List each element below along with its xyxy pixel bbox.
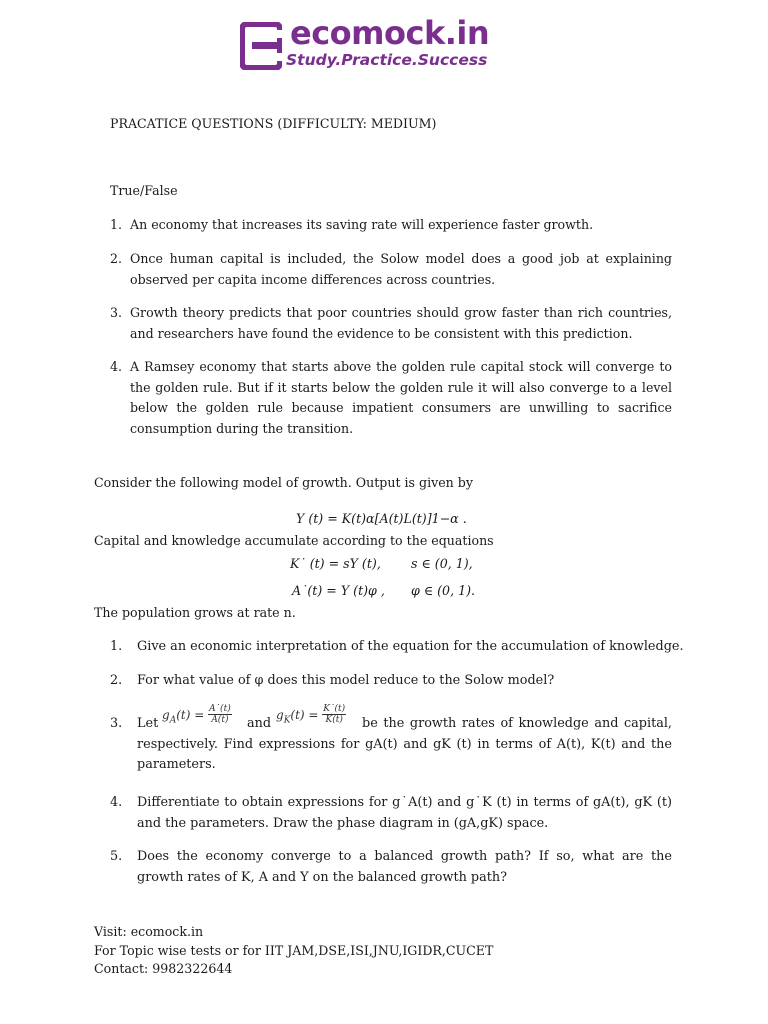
tf-item-number: 3. (110, 305, 123, 320)
knowledge-condition: φ ∈ (0, 1). (411, 583, 476, 598)
page-heading: PRACATICE QUESTIONS (DIFFICULTY: MEDIUM) (110, 116, 437, 131)
tf-item-text: A Ramsey economy that starts above the golden rule capital stock will converge to the golden rule. But if it starts below the golden rule it will also converge to a level below the golden rule because impatient consumers are unwilling to sacrifice consumption during the transition. (130, 359, 672, 436)
question-text: Differentiate to obtain expressions for g˙A(t) and g˙K (t) in terms of gA(t), gK (t) and the parameters. Draw the phase diagram in (gA,gK) space. (137, 795, 672, 831)
question-text: For what value of φ does this model reduce to the Solow model? (137, 673, 555, 688)
tf-item-number: 2. (110, 251, 123, 266)
ecomock-logo (240, 14, 510, 74)
footer-topics: For Topic wise tests or for IIT JAM,DSE,ISI,JNU,IGIDR,CUCET (94, 943, 494, 958)
question-number: 5. (110, 849, 123, 864)
question-number: 3. (110, 716, 123, 731)
tf-item-text: An economy that increases its saving rate will experience faster growth. (130, 217, 594, 232)
model-intro: Consider the following model of growth. Output is given by (94, 475, 473, 490)
capital-condition: s ∈ (0, 1), (411, 556, 473, 571)
accumulation-intro: Capital and knowledge accumulate according to the equations (94, 533, 494, 548)
footer-contact: Contact: 9982322644 (94, 961, 233, 976)
logo-e-mark-icon (240, 22, 282, 70)
population-growth: The population grows at rate n. (94, 605, 296, 620)
question-text-let: Let (137, 716, 159, 731)
growth-rate-formula-a: $g_A(t)$ = $\frac{A˙(t)}{A(t)}$ (162, 704, 231, 726)
question-text-rest: be the growth rates of knowledge and capital, respectively. Find expressions for gA(t) and gK (t) in terms of A(t), K(t) and the parameters. (137, 716, 672, 772)
footer-visit: Visit: ecomock.in (94, 924, 204, 939)
growth-rate-formula-k: $g_K(t)$ = $\frac{K˙(t)}{K(t)}$ (276, 704, 346, 726)
question-text: Give an economic interpretation of the equation for the accumulation of knowledge. (137, 639, 684, 654)
tf-item-number: 4. (110, 359, 123, 374)
logo-tagline: Study.Practice.Success (286, 51, 488, 69)
question-text: Does the economy converge to a balanced growth path? If so, what are the growth rates of K, A and Y on the balanced growth path? (137, 849, 672, 885)
question-number: 4. (110, 795, 123, 810)
knowledge-equation: A˙(t) = Y (t)φ , (292, 583, 385, 598)
question-number: 2. (110, 673, 123, 688)
tf-item-number: 1. (110, 217, 123, 232)
question-number: 1. (110, 639, 123, 654)
tf-item-text: Once human capital is included, the Solow model does a good job at explaining observed per capita income differences across countries. (130, 251, 672, 287)
section-title-true-false: True/False (110, 183, 178, 198)
tf-item-text: Growth theory predicts that poor countries should grow faster than rich countries, and researchers have found the evidence to be consistent with this prediction. (130, 305, 672, 341)
capital-equation: K˙ (t) = sY (t), (290, 556, 381, 571)
output-equation: Y (t) = K(t)α[A(t)L(t)]1−α . (296, 511, 467, 526)
logo-name: ecomock.in (290, 14, 490, 52)
question-text-and: and (247, 716, 272, 731)
